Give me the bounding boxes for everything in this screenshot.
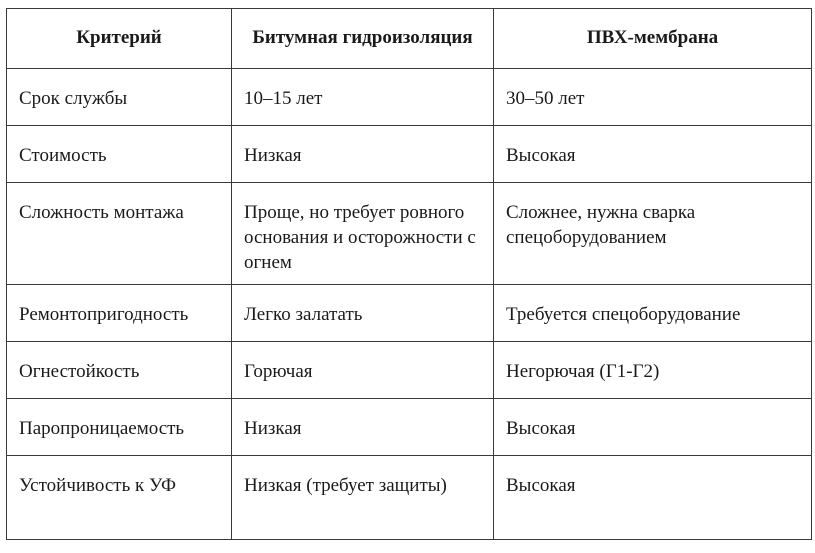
- cell-pvc: Требуется спецоборудование: [494, 285, 812, 342]
- table-row: [7, 342, 812, 399]
- table-header-row: [7, 9, 812, 69]
- cell-pvc: Высокая: [494, 456, 812, 540]
- cell-pvc: Сложнее, нужна сварка спецоборудованием: [494, 183, 812, 285]
- table-row: [7, 69, 812, 126]
- cell-criterion: Сложность монтажа: [7, 183, 232, 285]
- table-row: [7, 183, 812, 285]
- cell-pvc: Высокая: [494, 399, 812, 456]
- cell-bitumen: Горючая: [232, 342, 494, 399]
- cell-bitumen: 10–15 лет: [232, 69, 494, 126]
- cell-criterion: Срок службы: [7, 69, 232, 126]
- cell-criterion: Устойчивость к УФ: [7, 456, 232, 540]
- cell-bitumen: Низкая: [232, 126, 494, 183]
- cell-bitumen: Проще, но требует ровного основания и осторожности с огнем: [232, 183, 494, 285]
- cell-bitumen: Легко залатать: [232, 285, 494, 342]
- cell-criterion: Ремонтопригодность: [7, 285, 232, 342]
- table-row: [7, 285, 812, 342]
- cell-criterion: Огнестойкость: [7, 342, 232, 399]
- header-criterion: Критерий: [7, 9, 232, 69]
- cell-pvc: 30–50 лет: [494, 69, 812, 126]
- cell-bitumen: Низкая: [232, 399, 494, 456]
- table-row: [7, 126, 812, 183]
- table-row: [7, 399, 812, 456]
- cell-criterion: Стоимость: [7, 126, 232, 183]
- comparison-table: [6, 8, 812, 540]
- cell-pvc: Негорючая (Г1-Г2): [494, 342, 812, 399]
- cell-pvc: Высокая: [494, 126, 812, 183]
- header-pvc: ПВХ-мембрана: [494, 9, 812, 69]
- cell-criterion: Паропроницаемость: [7, 399, 232, 456]
- cell-bitumen: Низкая (требует защиты): [232, 456, 494, 540]
- table-row: [7, 456, 812, 540]
- header-bitumen: Битумная гидроизоляция: [232, 9, 494, 69]
